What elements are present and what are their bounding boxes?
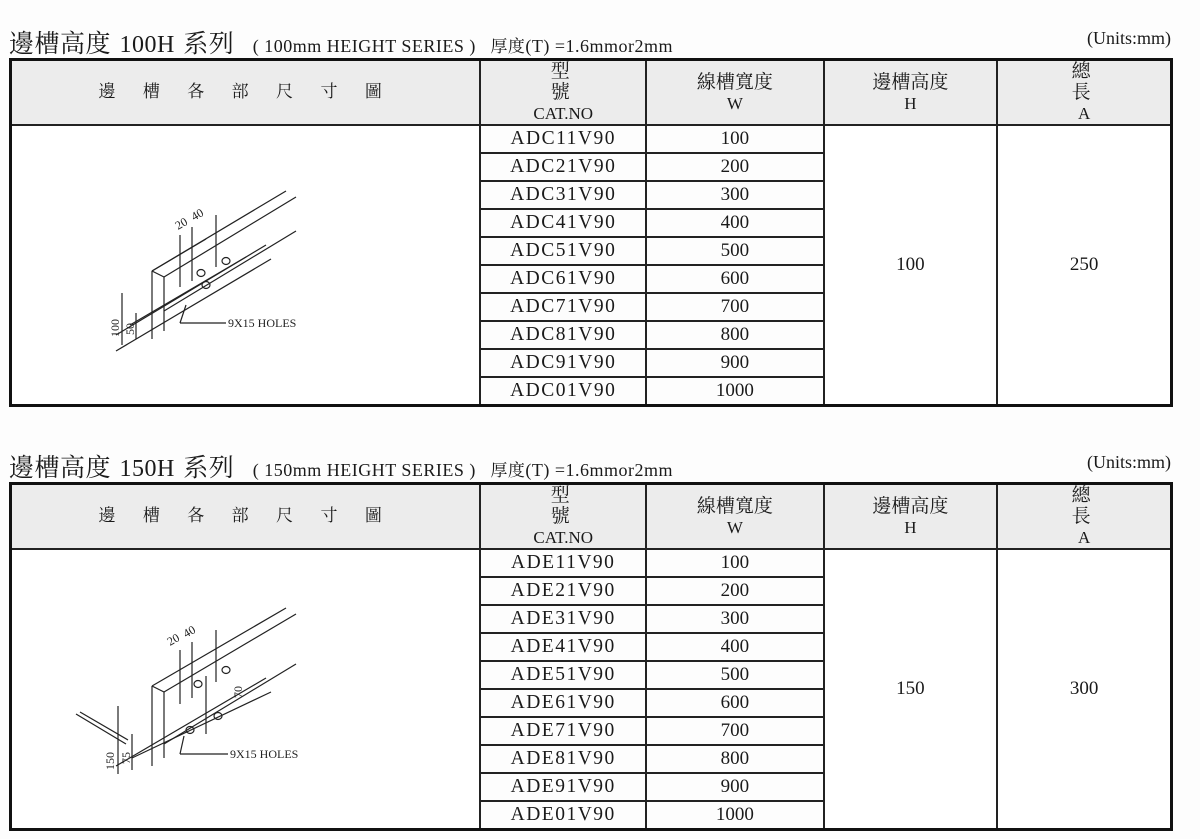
dim-half-label: 50: [122, 323, 137, 335]
title-thickness: [490, 461, 673, 481]
section-title-row: [9, 448, 1173, 482]
section-100h: [9, 24, 1173, 401]
dim-side-label: 70: [230, 686, 245, 698]
header-diagram: 邊 槽 各 部 尺 寸 圖: [11, 60, 481, 126]
header-length-zh: 總 長: [1071, 484, 1137, 527]
table-header-row: [11, 60, 1172, 126]
thickness-label: 厚度: [490, 37, 526, 57]
header-width-zh: 線槽寬度: [696, 70, 773, 93]
header-height-en: H: [904, 517, 917, 537]
header-cat-en: CAT.NO: [533, 528, 594, 547]
dimension-diagram: [56, 175, 316, 355]
header-length: [997, 484, 1171, 550]
title-series: 系列: [183, 29, 235, 58]
cat-no-cell: ADE31V90: [480, 605, 646, 633]
dimension-diagram: [56, 594, 316, 784]
width-cell: 100: [646, 125, 824, 153]
width-cell: 900: [646, 773, 824, 801]
header-width-en: W: [726, 93, 743, 113]
header-length-zh: 總 長: [1071, 60, 1137, 103]
width-cell: 300: [646, 181, 824, 209]
cat-no-cell: ADC11V90: [480, 125, 646, 153]
title-zh: 邊槽高度: [9, 453, 112, 482]
cat-no-cell: ADE41V90: [480, 633, 646, 661]
title-size: 150H: [119, 456, 175, 482]
width-cell: 200: [646, 153, 824, 181]
cat-no-cell: ADC81V90: [480, 321, 646, 349]
height-value-cell: 150: [824, 549, 998, 830]
cat-no-cell: ADE81V90: [480, 745, 646, 773]
section-title-row: [9, 24, 1173, 58]
thickness-label: 厚度: [490, 461, 526, 481]
thickness-value: (T) =1.6mmor2mm: [525, 460, 673, 480]
cat-no-cell: ADC31V90: [480, 181, 646, 209]
table-header-row: [11, 484, 1172, 550]
header-width: [646, 484, 824, 550]
section-150h: [9, 448, 1173, 825]
dim-total-label: 100: [107, 319, 122, 337]
header-width-zh: 線槽寬度: [696, 494, 773, 517]
title-zh: 邊槽高度: [9, 29, 112, 58]
dim-top2-label: 40: [188, 205, 206, 224]
header-width-en: W: [726, 517, 743, 537]
header-height: [824, 60, 998, 126]
title-thickness: [490, 37, 673, 57]
header-cat-zh: 型 號: [550, 60, 616, 103]
dimension-diagram-cell: [11, 125, 481, 406]
header-cat-no: [480, 60, 646, 126]
table-row: [11, 125, 1172, 153]
header-length: [997, 60, 1171, 126]
width-cell: 600: [646, 265, 824, 293]
cat-no-cell: ADC41V90: [480, 209, 646, 237]
units-label: (Units:mm): [1087, 28, 1171, 48]
cat-no-cell: ADE21V90: [480, 577, 646, 605]
width-cell: 800: [646, 745, 824, 773]
title-size: 100H: [119, 32, 175, 58]
width-cell: 300: [646, 605, 824, 633]
table-row: [11, 549, 1172, 577]
cat-no-cell: ADC01V90: [480, 377, 646, 406]
width-cell: 1000: [646, 801, 824, 830]
width-cell: 700: [646, 717, 824, 745]
title-series: 系列: [183, 453, 235, 482]
header-width: [646, 60, 824, 126]
width-cell: 1000: [646, 377, 824, 406]
dim-top1-label: 20: [164, 630, 182, 649]
width-cell: 100: [646, 549, 824, 577]
width-cell: 500: [646, 237, 824, 265]
thickness-value: (T) =1.6mmor2mm: [525, 36, 673, 56]
cat-no-cell: ADE61V90: [480, 689, 646, 717]
cat-no-cell: ADE01V90: [480, 801, 646, 830]
header-height-zh: 邊槽高度: [872, 70, 949, 93]
units-label: (Units:mm): [1087, 452, 1171, 472]
header-length-en: A: [1077, 528, 1091, 547]
height-value-cell: 100: [824, 125, 998, 406]
header-height-zh: 邊槽高度: [872, 494, 949, 517]
width-cell: 200: [646, 577, 824, 605]
header-cat-no: [480, 484, 646, 550]
dim-top2-label: 40: [180, 622, 198, 641]
dim-total-label: 150: [102, 752, 117, 770]
cat-no-cell: ADC91V90: [480, 349, 646, 377]
width-cell: 800: [646, 321, 824, 349]
header-length-en: A: [1077, 104, 1091, 123]
width-cell: 400: [646, 633, 824, 661]
width-cell: 400: [646, 209, 824, 237]
cat-no-cell: ADE11V90: [480, 549, 646, 577]
header-cat-en: CAT.NO: [533, 104, 594, 123]
title-subtitle: ( 100mm HEIGHT SERIES ): [252, 36, 476, 56]
dim-top1-label: 20: [172, 214, 190, 233]
width-cell: 700: [646, 293, 824, 321]
cat-no-cell: ADE91V90: [480, 773, 646, 801]
spec-table: [9, 58, 1173, 407]
width-cell: 500: [646, 661, 824, 689]
title-subtitle: ( 150mm HEIGHT SERIES ): [252, 460, 476, 480]
dim-half-label: 75: [118, 752, 133, 764]
holes-label: 9X15 HOLES: [229, 747, 298, 761]
cat-no-cell: ADE71V90: [480, 717, 646, 745]
section-title: [9, 448, 673, 484]
holes-label: 9X15 HOLES: [227, 316, 296, 330]
header-height-en: H: [904, 93, 917, 113]
cat-no-cell: ADC61V90: [480, 265, 646, 293]
header-cat-zh: 型 號: [550, 484, 616, 527]
length-value-cell: 300: [997, 549, 1171, 830]
length-value-cell: 250: [997, 125, 1171, 406]
spec-table: [9, 482, 1173, 831]
cat-no-cell: ADC21V90: [480, 153, 646, 181]
header-diagram: 邊 槽 各 部 尺 寸 圖: [11, 484, 481, 550]
cat-no-cell: ADC51V90: [480, 237, 646, 265]
dimension-diagram-cell: [11, 549, 481, 830]
header-height: [824, 484, 998, 550]
width-cell: 900: [646, 349, 824, 377]
section-title: [9, 24, 673, 60]
width-cell: 600: [646, 689, 824, 717]
cat-no-cell: ADC71V90: [480, 293, 646, 321]
cat-no-cell: ADE51V90: [480, 661, 646, 689]
